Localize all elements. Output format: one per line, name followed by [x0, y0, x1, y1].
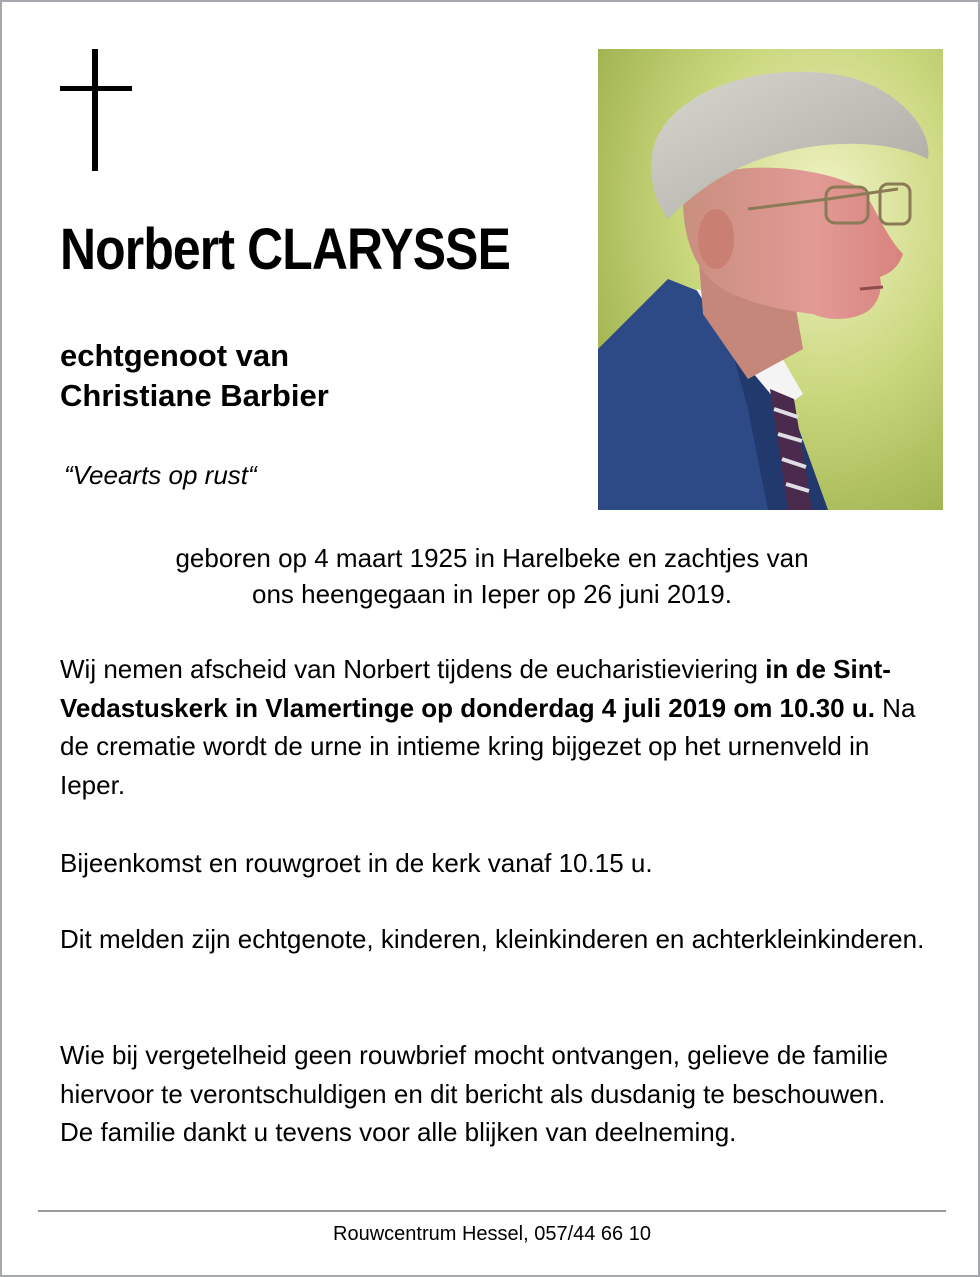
closing-line-1: Wie bij vergetelheid geen rouwbrief mocht ontvangen, gelieve de familie hiervoor te verontschuldigen en dit bericht als dusdanig te beschouwen. — [60, 1040, 889, 1109]
ceremony-rest: Na de crematie wordt de urne in intieme kring bijgezet op het urnenveld in Ieper. — [60, 692, 916, 800]
closing-paragraph — [60, 1036, 940, 1152]
spouse-block — [60, 336, 329, 416]
birth-line-1: geboren op 4 maart 1925 in Harelbeke en zachtjes van — [175, 543, 809, 573]
birth-death-text — [62, 540, 922, 612]
closing-line-2: De familie dankt u tevens voor alle blijken van deelneming. — [60, 1117, 737, 1147]
funeral-home-contact: Rouwcentrum Hessel, 057/44 66 10 — [333, 1223, 651, 1245]
announcers-paragraph: Dit melden zijn echtgenote, kinderen, kleinkinderen en achterkleinkinderen. — [60, 924, 925, 954]
ceremony-paragraph — [60, 650, 940, 804]
spouse-line-2: Christiane Barbier — [60, 378, 329, 413]
birth-line-2: ons heengegaan in Ieper op 26 juni 2019. — [252, 579, 732, 609]
deceased-name: Norbert CLARYSSE — [60, 217, 510, 282]
spouse-line-1: echtgenoot van — [60, 338, 290, 373]
footer-divider — [38, 1210, 946, 1212]
ceremony-location-date: in de Sint-Vedastuskerk in Vlamertinge op donderdag 4 juli 2019 om 10.30 u. — [60, 654, 891, 723]
ceremony-intro: Wij nemen afscheid van Norbert tijdens de eucharistieviering — [60, 654, 759, 684]
gathering-paragraph: Bijeenkomst en rouwgroet in de kerk vanaf 10.15 u. — [60, 848, 653, 878]
portrait-photo — [598, 49, 943, 510]
quote: “Veearts op rust“ — [64, 460, 257, 490]
cross-icon — [60, 49, 132, 171]
